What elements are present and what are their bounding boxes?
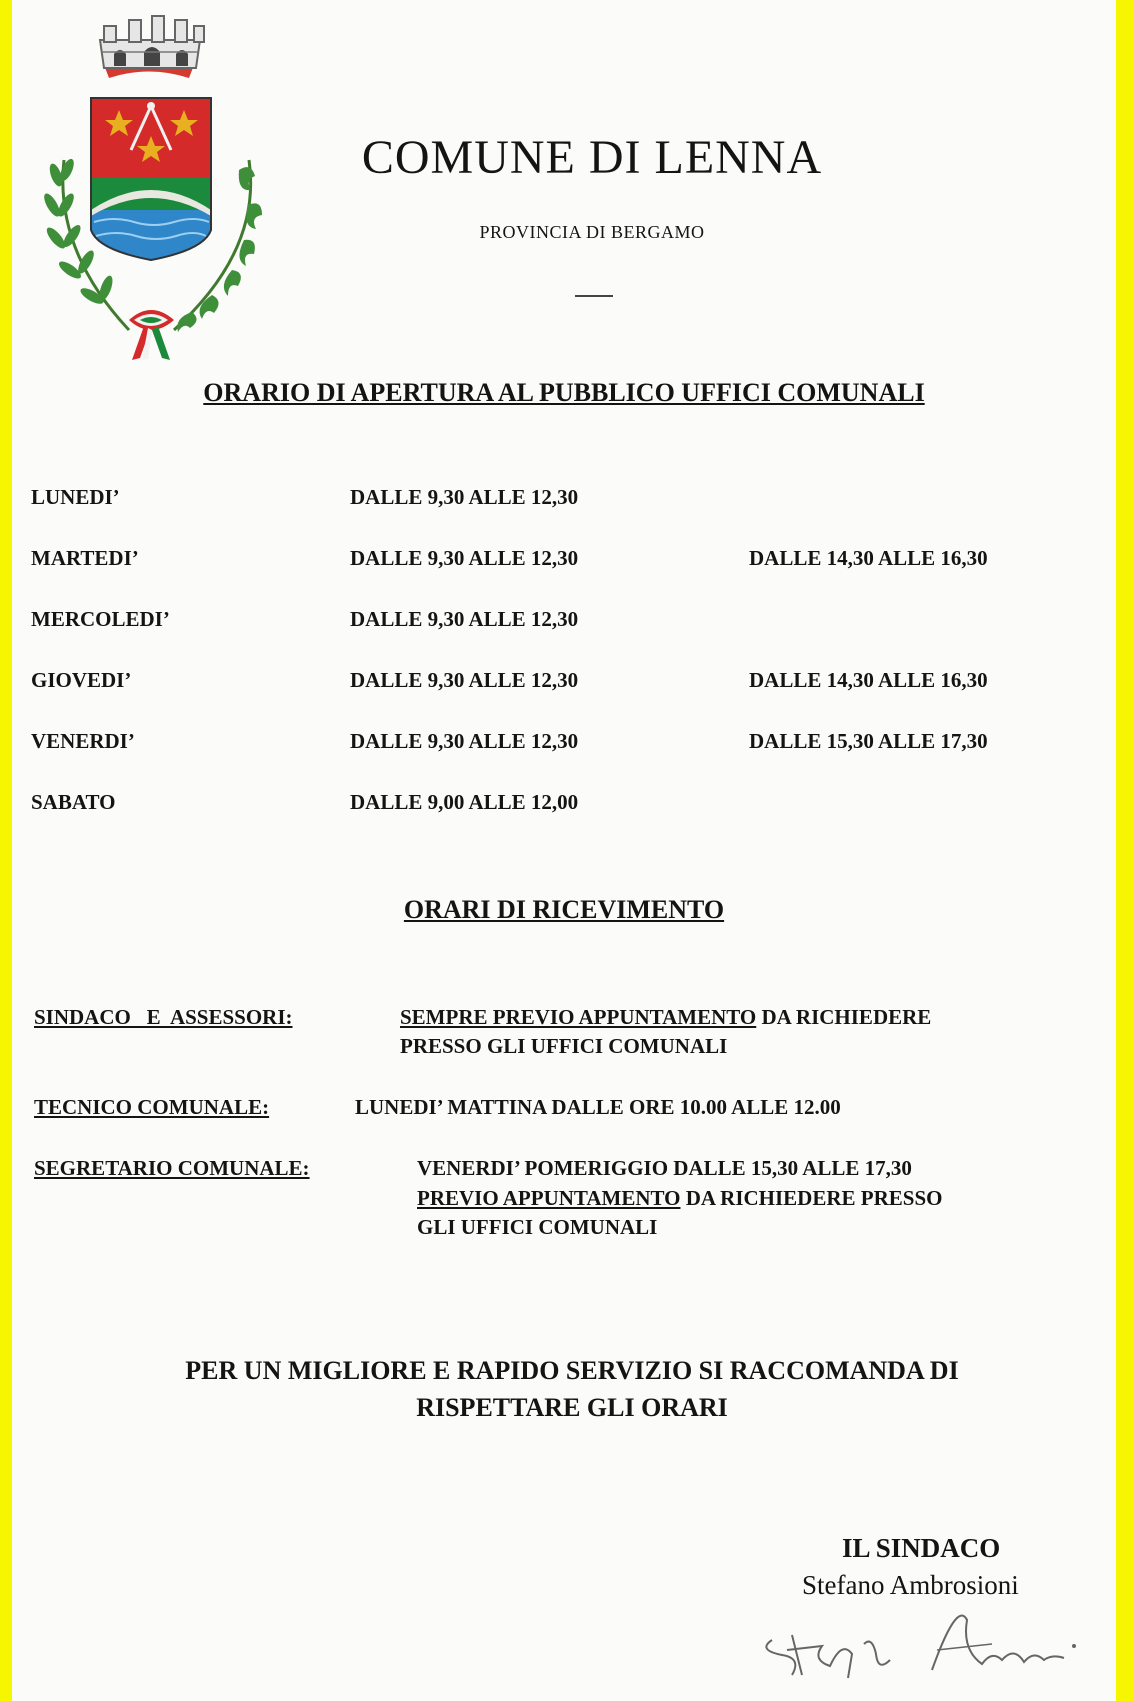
day-label: MARTEDI’ (31, 546, 139, 570)
sindaco-text-rest: DA RICHIEDERE (756, 1005, 932, 1029)
sindaco-text (400, 1003, 931, 1032)
afternoon-hours: DALLE 14,30 ALLE 16,30 (749, 546, 988, 570)
morning-hours: DALLE 9,30 ALLE 12,30 (350, 607, 579, 631)
segretario-text-line3: GLI UFFICI COMUNALI (417, 1215, 658, 1239)
segretario-text-rest: DA RICHIEDERE PRESSO (680, 1186, 943, 1210)
service-notice (92, 1352, 1052, 1426)
appointment-required: SEMPRE PREVIO APPUNTAMENTO (400, 1005, 757, 1029)
segretario-text-line2 (417, 1184, 942, 1213)
segretario-text-line1: VENERDI’ POMERIGGIO DALLE 15,30 ALLE 17,30 (417, 1156, 912, 1180)
afternoon-hours: DALLE 14,30 ALLE 16,30 (749, 668, 988, 692)
shield-icon (91, 98, 211, 260)
schedule-row-sabato (12, 790, 1116, 820)
morning-hours: DALLE 9,30 ALLE 12,30 (350, 729, 579, 753)
day-label: SABATO (31, 790, 116, 814)
province-subtitle: PROVINCIA DI BERGAMO (479, 222, 705, 242)
notice-line-2: RISPETTARE GLI ORARI (416, 1393, 728, 1422)
tecnico-text: LUNEDI’ MATTINA DALLE ORE 10.00 ALLE 12.00 (355, 1095, 841, 1119)
schedule-row-lunedi (12, 485, 1116, 515)
tricolor-ribbon-icon (129, 310, 174, 360)
day-label: MERCOLEDI’ (31, 607, 170, 631)
segretario-label: SEGRETARIO COMUNALE: (34, 1156, 310, 1180)
morning-hours: DALLE 9,30 ALLE 12,30 (350, 485, 579, 509)
appointment-required: PREVIO APPUNTAMENTO (417, 1186, 681, 1210)
day-label: VENERDI’ (31, 729, 135, 753)
day-label: GIOVEDI’ (31, 668, 132, 692)
afternoon-hours: DALLE 15,30 ALLE 17,30 (749, 729, 988, 753)
schedule-row-giovedi (12, 668, 1116, 698)
morning-hours: DALLE 9,30 ALLE 12,30 (350, 668, 579, 692)
notice-line-1: PER UN MIGLIORE E RAPIDO SERVIZIO SI RACCOMANDA DI (185, 1356, 959, 1385)
morning-hours: DALLE 9,30 ALLE 12,30 (350, 546, 579, 570)
morning-hours: DALLE 9,00 ALLE 12,00 (350, 790, 579, 814)
municipality-title: COMUNE DI LENNA (361, 131, 823, 184)
tecnico-label: TECNICO COMUNALE: (34, 1095, 270, 1119)
mayor-title: IL SINDACO (842, 1533, 1001, 1563)
sindaco-text-line2: PRESSO GLI UFFICI COMUNALI (400, 1034, 728, 1058)
mural-crown-icon (100, 16, 204, 78)
reception-hours-heading: ORARI DI RICEVIMENTO (403, 895, 725, 924)
schedule-row-mercoledi (12, 607, 1116, 637)
sindaco-label: SINDACO E ASSESSORI: (34, 1005, 293, 1029)
mayor-name: Stefano Ambrosioni (802, 1570, 1019, 1600)
divider (575, 295, 613, 297)
opening-hours-heading: ORARIO DI APERTURA AL PUBBLICO UFFICI COMUNALI (203, 378, 925, 407)
coat-of-arms-emblem (34, 10, 284, 370)
day-label: LUNEDI’ (31, 485, 120, 509)
schedule-row-martedi (12, 546, 1116, 576)
schedule-row-venerdi (12, 729, 1116, 759)
handwritten-signature-icon (752, 1580, 1092, 1690)
document-page (12, 0, 1116, 1701)
